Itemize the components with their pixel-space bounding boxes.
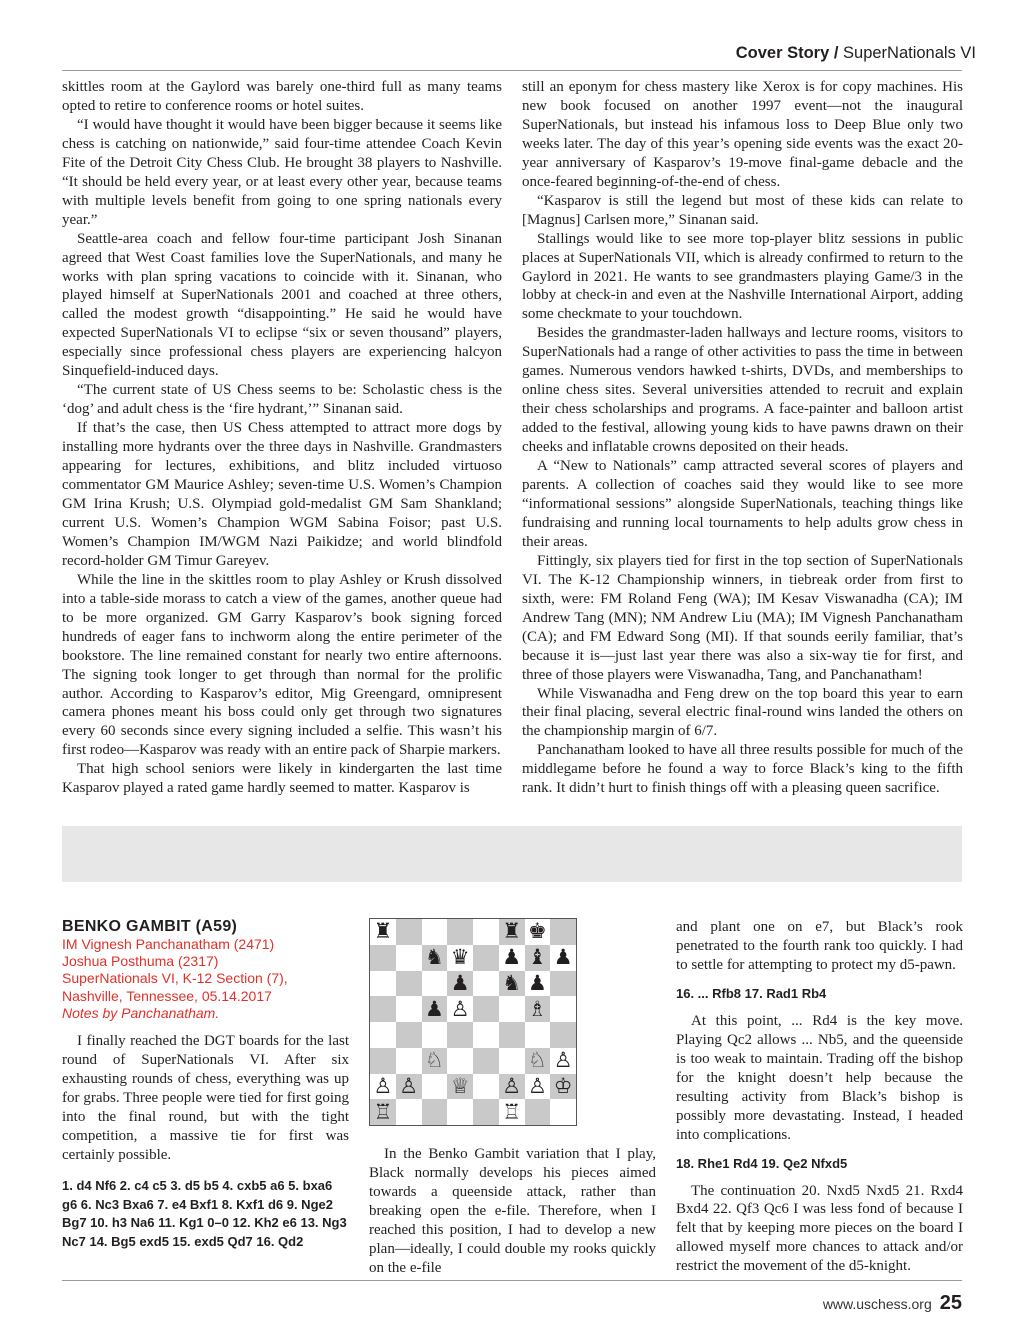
header-rule <box>62 70 962 71</box>
square-f5 <box>499 996 525 1022</box>
section-divider-band <box>62 826 962 882</box>
square-c7: ♞ <box>422 945 448 971</box>
running-header <box>736 44 976 63</box>
header-section: Cover Story / <box>735 44 839 62</box>
square-g8: ♚ <box>525 919 551 945</box>
square-h5 <box>550 996 576 1022</box>
square-d6: ♟ <box>447 971 473 997</box>
paragraph: Panchanatham looked to have all three results possible for much of the middlegame before he found a way to force Black’s king to the fifth rank. It didn’t hurt to finish things off with a pleasing queen sacrifice. <box>522 742 963 797</box>
footer-url: www.uschess.org <box>822 1296 932 1312</box>
square-h4 <box>550 1022 576 1048</box>
square-e7 <box>473 945 499 971</box>
square-a3 <box>370 1048 396 1074</box>
page-number: 25 <box>939 1292 962 1314</box>
square-d4 <box>447 1022 473 1048</box>
square-c2 <box>422 1074 448 1100</box>
header-title: SuperNationals VI <box>838 44 976 62</box>
move-heading: 16. ... Rfb8 17. Rad1 Rb4 <box>676 985 827 1001</box>
article-column-left <box>62 78 502 798</box>
square-f2: ♙ <box>499 1074 525 1100</box>
paragraph: skittles room at the Gaylord was barely one-third full as many teams opted to retire to conference rooms or hotel suites. <box>62 79 502 114</box>
square-h2: ♔ <box>550 1074 576 1100</box>
white-player: IM Vignesh Panchanatham (2471) <box>62 936 275 952</box>
game-commentary-right <box>676 918 963 1276</box>
square-f6: ♞ <box>499 971 525 997</box>
square-b2: ♙ <box>396 1074 422 1100</box>
page-footer <box>823 1292 962 1315</box>
square-e1 <box>473 1099 499 1125</box>
square-h3: ♙ <box>550 1048 576 1074</box>
square-d5: ♙ <box>447 996 473 1022</box>
square-c6 <box>422 971 448 997</box>
square-e2 <box>473 1074 499 1100</box>
paragraph: I finally reached the DGT boards for the last round of SuperNationals VI. After six exhausting rounds of chess, everything was up for grabs. Three people were tied for first going into the final round, but with the tight competition, a massive tie for first was certainly possible. <box>62 1033 349 1163</box>
square-e5 <box>473 996 499 1022</box>
square-c5: ♟ <box>422 996 448 1022</box>
paragraph: The continuation 20. Nxd5 Nxd5 21. Rxd4 Bxd4 22. Qf3 Qc6 I was less fond of because I felt that by keeping more pieces on the board I allowed myself more chances to attack and/or restrict the movement of the d5-knight. <box>676 1182 963 1275</box>
square-g4 <box>525 1022 551 1048</box>
paragraph: still an eponym for chess mastery like Xerox is for copy machines. His new book focused on another 1997 event—not the inaugural SuperNationals, but instead his infamous loss to Deep Blue only two weeks later. The day of this year’s opening side events was the exact 20-year anniversary of Kasparov’s 19-move final-game debacle and the once-feared beginning-of-the-end of chess. <box>522 79 963 190</box>
footer-rule <box>62 1280 962 1281</box>
square-f8: ♜ <box>499 919 525 945</box>
square-c1 <box>422 1099 448 1125</box>
place-date: Nashville, Tennessee, 05.14.2017 <box>62 987 272 1004</box>
square-c3: ♘ <box>422 1048 448 1074</box>
paragraph: At this point, ... Rd4 is the key move. Playing Qc2 allows ... Nb5, and the queenside is too weak to maintain. Trading off the bishop for the knight doesn’t help because the resulting activity from Black’s bishop is possibly more devastating. Instead, I headed into complications. <box>676 1012 963 1143</box>
square-h6 <box>550 971 576 997</box>
square-e3 <box>473 1048 499 1074</box>
square-d8 <box>447 919 473 945</box>
game-title: BENKO GAMBIT (A59) <box>62 918 238 935</box>
paragraph: While the line in the skittles room to play Ashley or Krush dissolved into a table-side morass to catch a view of the games, another queue had to be more organized. GM Garry Kasparov’s book signing forced hundreds of eager fans to inchworm along the entire perimeter of the bookstore. The line remained constant for nearly two entire afternoons. The signing took longer to get through than normal for the prolific author. According to Kasparov’s editor, Mig Greengard, omnipresent camera phones meant his boss could only get through two signatures every 60 seconds since every signing included a selfie. This wasn’t his first rodeo—Kasparov was ready with an entire pack of Sharpie markers. <box>62 571 502 759</box>
square-g5: ♗ <box>525 996 551 1022</box>
square-f3 <box>499 1048 525 1074</box>
article-column-right <box>522 78 963 798</box>
square-a5 <box>370 996 396 1022</box>
game-commentary-middle <box>369 1145 656 1278</box>
square-b3 <box>396 1048 422 1074</box>
square-c4 <box>422 1022 448 1048</box>
paragraph: “I would have thought it would have been bigger because it seems like chess is catching on nationwide,” said four-time attendee Coach Kevin Fite of the Detroit City Chess Club. He brought 38 players to Nashville. “It should be held every year, or at least every other year, because teams with multiple levels benefit from going to one spring nationals every year.” <box>62 116 502 228</box>
paragraph: “Kasparov is still the legend but most of these kids can relate to [Magnus] Carlsen more,” Sinanan said. <box>522 192 963 228</box>
game-moves: 1. d4 Nf6 2. c4 c5 3. d5 b5 4. cxb5 a6 5. bxa6 g6 6. Nc3 Bxa6 7. e4 Bxf1 8. Kxf1 d6 9. Nge2 Bg7 10. h3 Na6 11. Kg1 0–0 12. Kh2 e6 13. Ng3 Nc7 14. Bg5 exd5 15. exd5 Qd7 16. Qd2 <box>62 1177 347 1250</box>
square-g7: ♝ <box>525 945 551 971</box>
square-b4 <box>396 1022 422 1048</box>
paragraph: If that’s the case, then US Chess attempted to attract more dogs by installing more hydrants over the three days in Nashville. Grandmasters appearing for lectures, exhibitions, and blitz included virtuoso commentator GM Maurice Ashley; seven-time U.S. Women’s Champion GM Irina Krush; U.S. Olympiad gold-medalist GM Sam Shankland; current U.S. Women’s Champion WGM Sabina Foisor; past U.S. Women’s Champion IM/WGM Nazi Paikidze; and world blindfold record-holder GM Timur Gareyev. <box>62 420 502 569</box>
square-e8 <box>473 919 499 945</box>
paragraph: That high school seniors were likely in kindergarten the last time Kasparov played a rated game hardly seemed to matter. Kasparov is <box>62 761 502 797</box>
square-h8 <box>550 919 576 945</box>
paragraph: A “New to Nationals” camp attracted several scores of players and parents. A collection of coaches said they would like to see more “informational sessions” alongside SuperNationals, teaching things like fundraising and running local tournaments to help adults grow chess in their areas. <box>522 458 963 550</box>
game-intro-column <box>62 1032 349 1252</box>
square-g2: ♙ <box>525 1074 551 1100</box>
square-b8 <box>396 919 422 945</box>
black-player: Joshua Posthuma (2317) <box>62 953 219 970</box>
paragraph: Besides the grandmaster-laden hallways and lecture rooms, visitors to SuperNationals had a range of other activities to pass the time in between games. Numerous vendors hawked t-shirts, DVDs, and memberships to online chess sites. Several universities attended to recruit and explain their chess scholarships and programs. A face-painter and balloon artist added to the festival, allowing young kids to have pawns drawn on their cheeks and inflatable crowns deposited on their heads. <box>522 325 963 456</box>
paragraph: Fittingly, six players tied for first in the top section of SuperNationals VI. The K-12 Championship winners, in tiebreak order from first to sixth, were: FM Roland Feng (WA); IM Kesav Viswanadha (CA); IM Andrew Tang (MN); NM Andrew Liu (MA); IM Vignesh Panchanatham (CA); and FM Edward Song (MI). If that sounds eerily familiar, that’s because it is—just last year there was also a six-way tie for first, and three of those players were Viswanadha, Tang, and Panchanatham! <box>522 552 963 683</box>
square-g6: ♟ <box>525 971 551 997</box>
paragraph: “The current state of US Chess seems to be: Scholastic chess is the ‘dog’ and adult chess is the ‘fire hydrant,’” Sinanan said. <box>62 382 502 418</box>
square-d2: ♕ <box>447 1074 473 1100</box>
square-b6 <box>396 971 422 997</box>
square-d3 <box>447 1048 473 1074</box>
event: SuperNationals VI, K-12 Section (7), <box>62 970 288 987</box>
square-h7: ♟ <box>550 945 576 971</box>
square-a1: ♖ <box>370 1099 396 1125</box>
paragraph: Stallings would like to see more top-player blitz sessions in public places at SuperNationals VII, which is already confirmed to return to the Gaylord in 2021. He wants to see grandmasters playing Game/3 in the lobby at check-in and even at the Nashville International Airport, adding some checkmate to your touchdown. <box>522 230 963 323</box>
square-g1 <box>525 1099 551 1125</box>
square-g3: ♘ <box>525 1048 551 1074</box>
square-d1 <box>447 1099 473 1125</box>
square-b5 <box>396 996 422 1022</box>
square-f7: ♟ <box>499 945 525 971</box>
square-a7 <box>370 945 396 971</box>
paragraph: Seattle-area coach and fellow four-time participant Josh Sinanan agreed that West Coast families love the SuperNationals, and many he works with plan spring vacations to coincide with it. Sinanan, who played himself at SuperNationals 2001 and coached at three others, called the modest growth “disappointing.” He said he would have expected SuperNationals VI to eclipse “six or seven thousand” players, especially since professional chess players are experiencing halcyon Sinquefield-induced days. <box>62 230 502 380</box>
square-e4 <box>473 1022 499 1048</box>
square-a8: ♜ <box>370 919 396 945</box>
square-a6 <box>370 971 396 997</box>
paragraph: and plant one on e7, but Black’s rook penetrated to the fourth rank too quickly. I had to settle for attempting to protect my d5-pawn. <box>676 919 963 973</box>
paragraph: While Viswanadha and Feng drew on the top board this year to earn their final placing, several electric final-round wins landed the others on the championship margin of 6/7. <box>522 685 963 740</box>
square-a4 <box>370 1022 396 1048</box>
game-header <box>62 936 362 1022</box>
square-b1 <box>396 1099 422 1125</box>
paragraph: In the Benko Gambit variation that I play, Black normally develops his pieces aimed towards a queenside attack, rather than breaking open the e-file. Therefore, when I reached this position, I had to develop a new plan—ideally, I could double my rooks quickly on the e-file <box>369 1146 656 1276</box>
square-f4 <box>499 1022 525 1048</box>
square-d7: ♛ <box>447 945 473 971</box>
square-f1: ♖ <box>499 1099 525 1125</box>
move-heading: 18. Rhe1 Rd4 19. Qe2 Nfxd5 <box>676 1155 848 1171</box>
square-h1 <box>550 1099 576 1125</box>
square-b7 <box>396 945 422 971</box>
chess-diagram <box>369 918 577 1126</box>
notes-credit: Notes by Panchanatham. <box>62 1004 220 1021</box>
square-c8 <box>422 919 448 945</box>
square-a2: ♙ <box>370 1074 396 1100</box>
square-e6 <box>473 971 499 997</box>
